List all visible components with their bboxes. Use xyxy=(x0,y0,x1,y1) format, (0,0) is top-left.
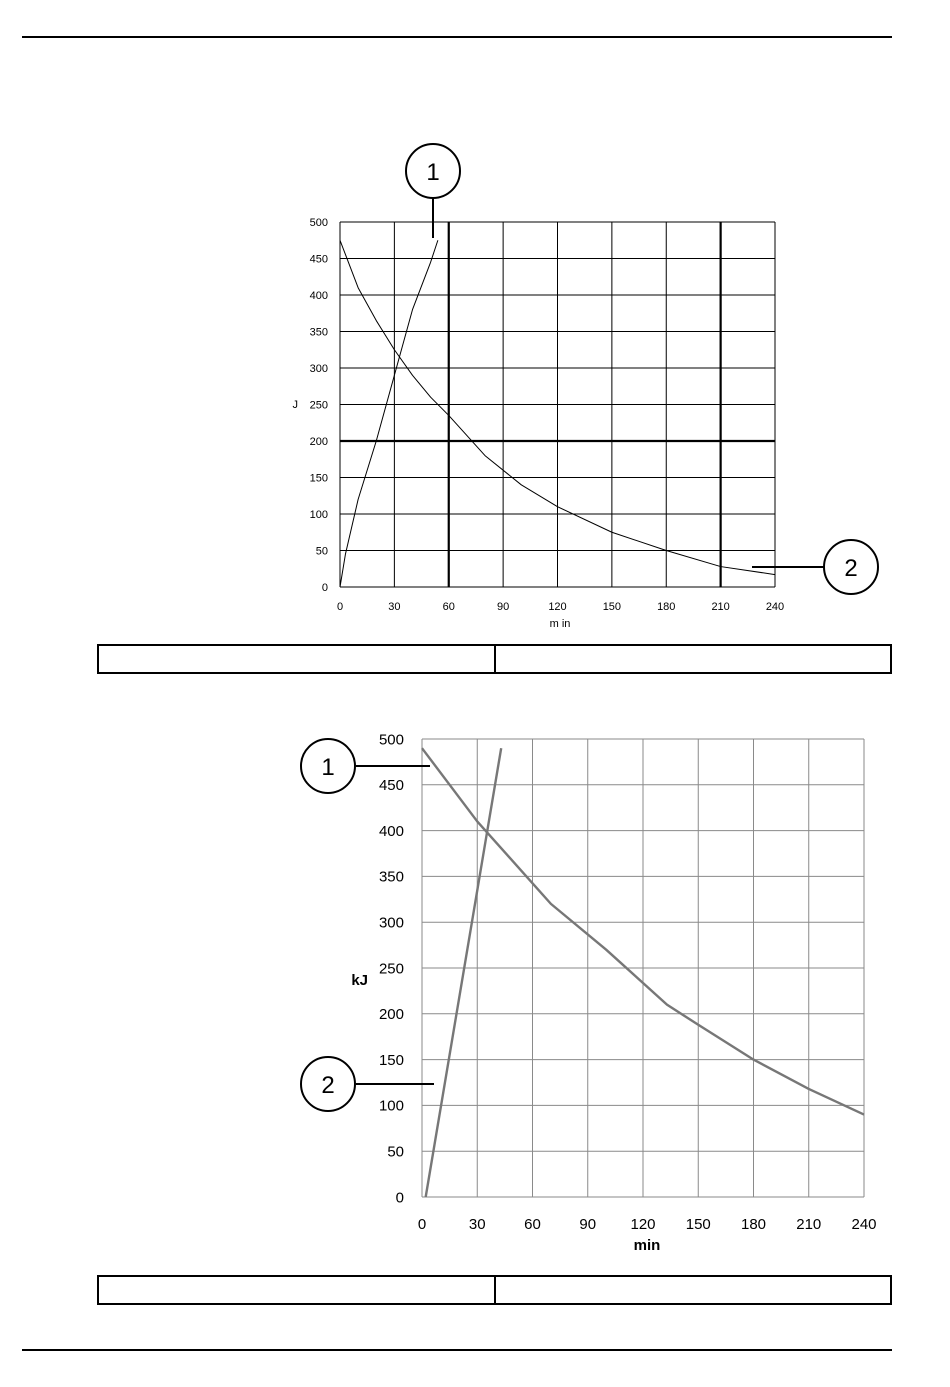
chart-2-x-tick-label: 210 xyxy=(796,1216,822,1233)
chart-2-callouts xyxy=(301,739,434,1111)
chart-1-y-tick-label: 0 xyxy=(321,581,328,594)
chart-1-y-tick-label: 450 xyxy=(309,253,328,266)
bottom-rule xyxy=(22,1349,892,1351)
chart-2-x-tick-label: 180 xyxy=(740,1216,767,1233)
chart-2-y-tick-label: 0 xyxy=(395,1189,404,1207)
chart-1-x-tick-label: 150 xyxy=(602,601,622,613)
chart-1-x-tick-label: 180 xyxy=(657,601,676,613)
chart-2-x-tick-label: 150 xyxy=(685,1216,711,1233)
chart-1-y-axis-label: J xyxy=(292,399,298,411)
chart-2-y-tick-label: 500 xyxy=(378,731,404,749)
caption-table-2-left xyxy=(99,1277,494,1303)
chart-2-y-tick-label: 400 xyxy=(378,822,404,840)
chart-2-x-tick-label: 60 xyxy=(524,1216,541,1233)
chart-1-x-tick-label: 120 xyxy=(548,601,567,613)
chart-1-x-axis-label: m in xyxy=(549,618,571,630)
chart-2-y-tick-label: 100 xyxy=(378,1097,404,1115)
chart-2-y-axis-label: kJ xyxy=(351,972,368,989)
chart-1-x-tick-label: 90 xyxy=(497,601,510,613)
chart-2-tick-labels xyxy=(379,731,877,1233)
chart-2-x-tick-label: 120 xyxy=(630,1216,656,1233)
chart-1-y-tick-label: 350 xyxy=(309,326,328,339)
chart-1-x-tick-label: 60 xyxy=(442,601,455,613)
chart-1-y-tick-label: 100 xyxy=(309,508,328,521)
callout-1-label: 1 xyxy=(321,754,335,781)
chart-2-y-tick-label: 200 xyxy=(378,1006,404,1024)
chart-1-x-tick-label: 0 xyxy=(336,601,344,613)
chart-1-y-tick-label: 200 xyxy=(309,435,328,448)
chart-1-x-tick-label: 210 xyxy=(711,601,730,613)
callout-2-label: 2 xyxy=(321,1072,335,1099)
chart-1-y-tick-label: 300 xyxy=(309,362,328,375)
chart-2-x-tick-label: 30 xyxy=(468,1216,486,1233)
chart-1-x-tick-label: 240 xyxy=(765,601,785,613)
chart-2-x-axis-label: min xyxy=(633,1237,661,1254)
chart-1-y-tick-label: 400 xyxy=(309,289,328,302)
callout-1-label: 1 xyxy=(426,159,440,186)
chart-2-y-tick-label: 300 xyxy=(378,914,404,932)
caption-table-2 xyxy=(97,1275,892,1305)
chart-2-y-tick-label: 50 xyxy=(387,1143,404,1161)
chart-2-y-tick-label: 150 xyxy=(378,1051,404,1069)
chart-1-y-tick-label: 500 xyxy=(309,216,328,229)
chart-2-x-tick-label: 0 xyxy=(417,1216,427,1233)
chart-1-x-tick-label: 30 xyxy=(388,601,401,613)
chart-2-series-2-line xyxy=(426,748,502,1197)
chart-2-y-tick-label: 450 xyxy=(378,777,404,795)
chart-2-grid xyxy=(422,739,864,1197)
chart-2-y-tick-label: 350 xyxy=(378,868,404,886)
callout-2-label: 2 xyxy=(844,555,858,582)
chart-1-y-tick-label: 50 xyxy=(315,545,328,558)
chart-2-y-tick-label: 250 xyxy=(378,960,404,978)
chart-1-y-tick-label: 250 xyxy=(309,399,328,412)
chart-2-x-tick-label: 90 xyxy=(579,1216,597,1233)
chart-1-y-tick-label: 150 xyxy=(309,472,328,485)
chart-2-x-tick-label: 240 xyxy=(851,1216,877,1233)
caption-table-2-right xyxy=(494,1277,891,1303)
